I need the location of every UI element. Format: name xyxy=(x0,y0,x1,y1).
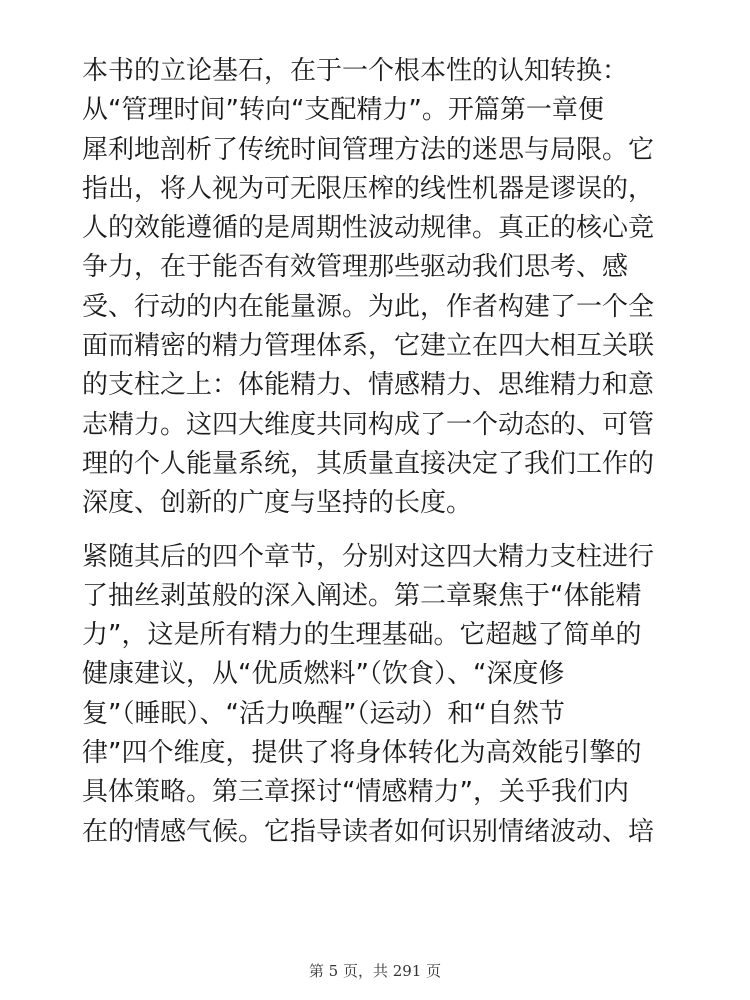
text-line: 在的情感气候。它指导读者如何识别情绪波动、培 xyxy=(82,816,655,847)
text-line: 指出，将人视为可无限压榨的线性机器是谬误的， xyxy=(82,173,655,204)
text-line: 理的个人能量系统，其质量直接决定了我们工作的 xyxy=(82,448,655,479)
text-line: 复”（睡眠）、“活力唤醒”（运动）和“自然节 xyxy=(82,698,565,729)
text-line: 了抽丝剥茧般的深入阐述。第二章聚焦于“体能精 xyxy=(82,580,642,611)
text-line: 紧随其后的四个章节，分别对这四大精力支柱进行 xyxy=(82,541,655,572)
text-line: 人的效能遵循的是周期性波动规律。真正的核心竞 xyxy=(82,213,655,244)
body-text xyxy=(82,52,672,852)
text-line: 本书的立论基石，在于一个根本性的认知转换： xyxy=(82,56,629,86)
paragraph-spacer xyxy=(82,524,672,538)
text-line: 健康建议，从“优质燃料”（饮食）、“深度修 xyxy=(82,659,565,690)
text-line: 志精力。这四大维度共同构成了一个动态的、可管 xyxy=(82,409,655,440)
page-number-footer: 第 5 页，共 291 页 xyxy=(308,962,442,980)
paragraph-1 xyxy=(82,52,672,524)
text-line: 律”四个维度，提供了将身体转化为高效能引擎的 xyxy=(82,738,642,769)
paragraph-2 xyxy=(82,538,672,852)
text-line: 面而精密的精力管理体系，它建立在四大相互关联 xyxy=(82,331,655,362)
text-line: 深度、创新的广度与坚持的长度。 xyxy=(82,488,473,519)
text-line: 力”，这是所有精力的生理基础。它超越了简单的 xyxy=(82,620,642,651)
text-line: 争力，在于能否有效管理那些驱动我们思考、感 xyxy=(82,252,629,283)
text-line: 犀利地剖析了传统时间管理方法的迷思与局限。它 xyxy=(82,134,655,165)
text-line: 具体策略。第三章探讨“情感精力”，关乎我们内 xyxy=(82,777,629,808)
text-line: 受、行动的内在能量源。为此，作者构建了一个全 xyxy=(82,291,655,322)
text-line: 的支柱之上：体能精力、情感精力、思维精力和意 xyxy=(82,370,655,401)
text-line: 从“管理时间”转向“支配精力”。开篇第一章便 xyxy=(82,95,604,126)
